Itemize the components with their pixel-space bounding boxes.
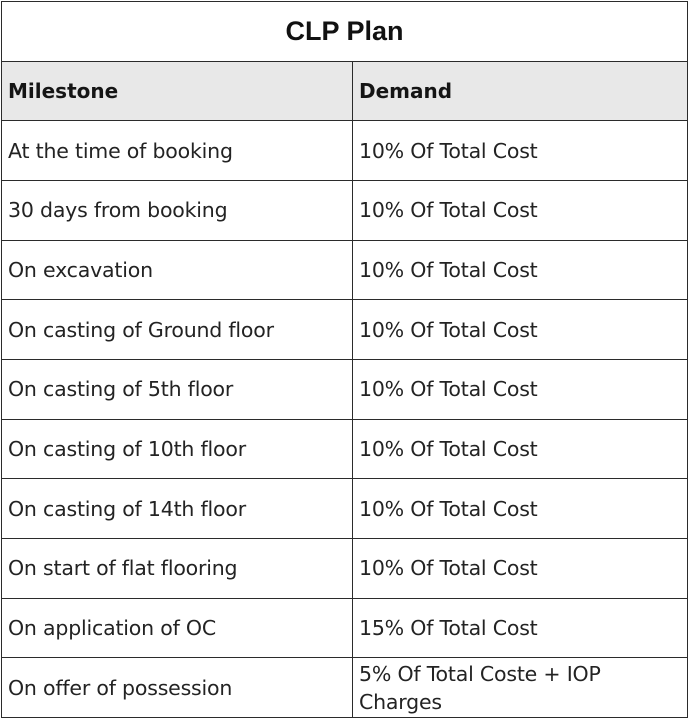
table-row <box>2 180 688 240</box>
milestone-cell: At the time of booking <box>2 121 353 181</box>
table-row <box>2 359 688 419</box>
demand-cell: 15% Of Total Cost <box>353 598 688 658</box>
demand-cell: 5% Of Total Coste + IOP Charges <box>353 658 688 718</box>
table-title: CLP Plan <box>2 2 688 62</box>
header-row <box>2 61 688 121</box>
milestone-cell: On casting of 5th floor <box>2 359 353 419</box>
demand-cell: 10% Of Total Cost <box>353 240 688 300</box>
clp-plan-table <box>1 1 688 718</box>
milestone-cell: 30 days from booking <box>2 180 353 240</box>
milestone-cell: On casting of Ground floor <box>2 300 353 360</box>
demand-cell: 10% Of Total Cost <box>353 479 688 539</box>
title-row <box>2 2 688 62</box>
column-header-demand: Demand <box>353 61 688 121</box>
demand-cell: 10% Of Total Cost <box>353 359 688 419</box>
milestone-cell: On casting of 10th floor <box>2 419 353 479</box>
table-row <box>2 121 688 181</box>
table-row <box>2 240 688 300</box>
table-row <box>2 658 688 718</box>
demand-cell: 10% Of Total Cost <box>353 300 688 360</box>
demand-cell: 10% Of Total Cost <box>353 180 688 240</box>
table-row <box>2 300 688 360</box>
table-row <box>2 419 688 479</box>
table-row <box>2 479 688 539</box>
demand-cell: 10% Of Total Cost <box>353 538 688 598</box>
demand-cell: 10% Of Total Cost <box>353 121 688 181</box>
milestone-cell: On start of flat flooring <box>2 538 353 598</box>
demand-cell: 10% Of Total Cost <box>353 419 688 479</box>
milestone-cell: On offer of possession <box>2 658 353 718</box>
milestone-cell: On application of OC <box>2 598 353 658</box>
milestone-cell: On casting of 14th floor <box>2 479 353 539</box>
column-header-milestone: Milestone <box>2 61 353 121</box>
milestone-cell: On excavation <box>2 240 353 300</box>
table-row <box>2 538 688 598</box>
table-row <box>2 598 688 658</box>
